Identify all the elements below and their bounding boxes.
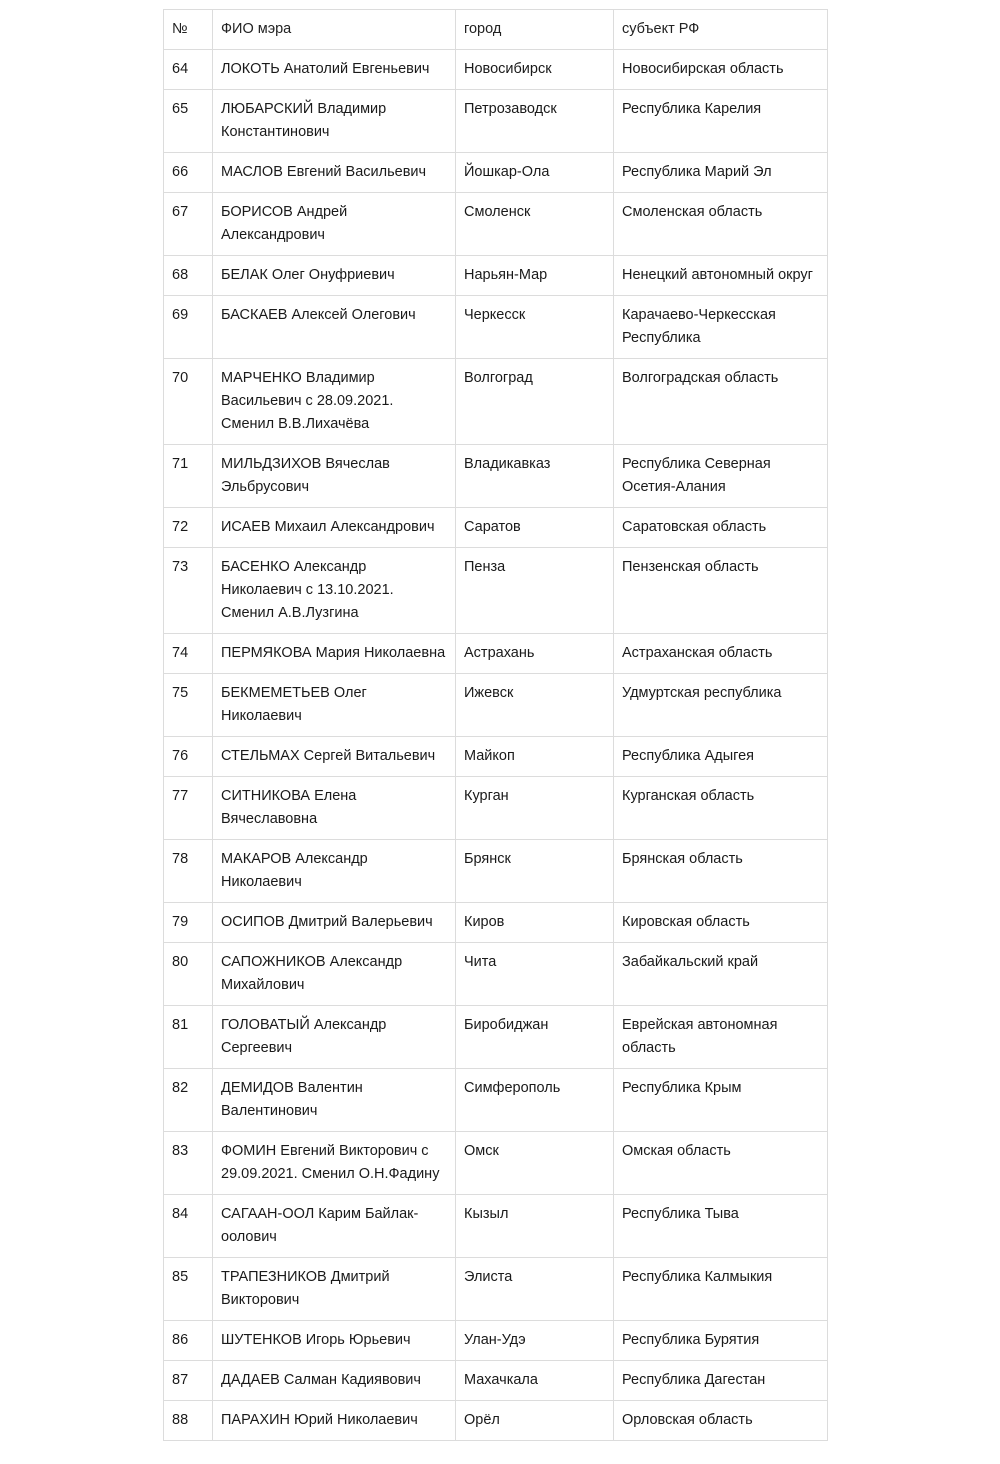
column-header-region: субъект РФ: [614, 10, 828, 50]
cell-mayor-name: ПАРАХИН Юрий Николаевич: [213, 1401, 456, 1441]
cell-mayor-name: БАСКАЕВ Алексей Олегович: [213, 296, 456, 359]
cell-number: 85: [164, 1258, 213, 1321]
cell-city: Саратов: [456, 508, 614, 548]
cell-city: Киров: [456, 903, 614, 943]
cell-mayor-name: ДАДАЕВ Салман Кадиявович: [213, 1361, 456, 1401]
cell-number: 74: [164, 634, 213, 674]
cell-city: Симферополь: [456, 1069, 614, 1132]
cell-mayor-name: САПОЖНИКОВ Александр Михайлович: [213, 943, 456, 1006]
cell-mayor-name: ОСИПОВ Дмитрий Валерьевич: [213, 903, 456, 943]
table-row: [164, 50, 828, 90]
cell-city: Ижевск: [456, 674, 614, 737]
cell-number: 65: [164, 90, 213, 153]
cell-region: Республика Калмыкия: [614, 1258, 828, 1321]
cell-region: Республика Тыва: [614, 1195, 828, 1258]
cell-number: 75: [164, 674, 213, 737]
cell-city: Астрахань: [456, 634, 614, 674]
cell-region: Брянская область: [614, 840, 828, 903]
table-row: [164, 674, 828, 737]
cell-city: Новосибирск: [456, 50, 614, 90]
cell-city: Петрозаводск: [456, 90, 614, 153]
cell-mayor-name: ЛОКОТЬ Анатолий Евгеньевич: [213, 50, 456, 90]
table-row: [164, 90, 828, 153]
table-row: [164, 1321, 828, 1361]
cell-mayor-name: ИСАЕВ Михаил Александрович: [213, 508, 456, 548]
table-row: [164, 840, 828, 903]
cell-region: Республика Крым: [614, 1069, 828, 1132]
cell-mayor-name: САГААН-ООЛ Карим Байлак-оолович: [213, 1195, 456, 1258]
cell-mayor-name: МАСЛОВ Евгений Васильевич: [213, 153, 456, 193]
cell-city: Биробиджан: [456, 1006, 614, 1069]
table-row: [164, 943, 828, 1006]
table-row: [164, 256, 828, 296]
cell-mayor-name: БЕЛАК Олег Онуфриевич: [213, 256, 456, 296]
cell-city: Элиста: [456, 1258, 614, 1321]
table-row: [164, 296, 828, 359]
cell-number: 67: [164, 193, 213, 256]
table-row: [164, 737, 828, 777]
cell-city: Нарьян-Мар: [456, 256, 614, 296]
cell-city: Смоленск: [456, 193, 614, 256]
table-row: [164, 153, 828, 193]
table-body: [164, 50, 828, 1441]
cell-number: 88: [164, 1401, 213, 1441]
cell-region: Ненецкий автономный округ: [614, 256, 828, 296]
cell-region: Республика Марий Эл: [614, 153, 828, 193]
mayors-table: [163, 9, 828, 1441]
cell-number: 86: [164, 1321, 213, 1361]
cell-number: 68: [164, 256, 213, 296]
cell-mayor-name: МИЛЬДЗИХОВ Вячеслав Эльбрусович: [213, 445, 456, 508]
column-header-mayor-name: ФИО мэра: [213, 10, 456, 50]
cell-mayor-name: ТРАПЕЗНИКОВ Дмитрий Викторович: [213, 1258, 456, 1321]
cell-region: Карачаево-Черкесская Республика: [614, 296, 828, 359]
table-row: [164, 903, 828, 943]
cell-mayor-name: ЛЮБАРСКИЙ Владимир Константинович: [213, 90, 456, 153]
table-row: [164, 777, 828, 840]
cell-mayor-name: БАСЕНКО Александр Николаевич с 13.10.2021. Сменил А.В.Лузгина: [213, 548, 456, 634]
cell-city: Владикавказ: [456, 445, 614, 508]
cell-number: 80: [164, 943, 213, 1006]
table-row: [164, 193, 828, 256]
cell-mayor-name: ФОМИН Евгений Викторович с 29.09.2021. Сменил О.Н.Фадину: [213, 1132, 456, 1195]
cell-region: Республика Адыгея: [614, 737, 828, 777]
cell-number: 84: [164, 1195, 213, 1258]
cell-region: Пензенская область: [614, 548, 828, 634]
table-row: [164, 508, 828, 548]
cell-region: Орловская область: [614, 1401, 828, 1441]
cell-region: Омская область: [614, 1132, 828, 1195]
cell-mayor-name: ШУТЕНКОВ Игорь Юрьевич: [213, 1321, 456, 1361]
table-row: [164, 1069, 828, 1132]
cell-mayor-name: ГОЛОВАТЫЙ Александр Сергеевич: [213, 1006, 456, 1069]
table-row: [164, 1006, 828, 1069]
cell-number: 64: [164, 50, 213, 90]
cell-region: Кировская область: [614, 903, 828, 943]
cell-mayor-name: ДЕМИДОВ Валентин Валентинович: [213, 1069, 456, 1132]
column-header-number: №: [164, 10, 213, 50]
table-row: [164, 445, 828, 508]
cell-mayor-name: БЕКМЕМЕТЬЕВ Олег Николаевич: [213, 674, 456, 737]
cell-number: 71: [164, 445, 213, 508]
cell-mayor-name: МАРЧЕНКО Владимир Васильевич с 28.09.2021. Сменил В.В.Лихачёва: [213, 359, 456, 445]
table-row: [164, 359, 828, 445]
cell-number: 82: [164, 1069, 213, 1132]
cell-number: 73: [164, 548, 213, 634]
table-header: [164, 10, 828, 50]
cell-city: Чита: [456, 943, 614, 1006]
column-header-city: город: [456, 10, 614, 50]
cell-region: Республика Дагестан: [614, 1361, 828, 1401]
cell-region: Удмуртская республика: [614, 674, 828, 737]
table-row: [164, 1132, 828, 1195]
table-row: [164, 634, 828, 674]
cell-region: Астраханская область: [614, 634, 828, 674]
header-row: [164, 10, 828, 50]
cell-mayor-name: ПЕРМЯКОВА Мария Николаевна: [213, 634, 456, 674]
cell-city: Улан-Удэ: [456, 1321, 614, 1361]
cell-city: Курган: [456, 777, 614, 840]
cell-number: 66: [164, 153, 213, 193]
table-row: [164, 1258, 828, 1321]
cell-number: 77: [164, 777, 213, 840]
cell-number: 69: [164, 296, 213, 359]
cell-city: Брянск: [456, 840, 614, 903]
cell-region: Забайкальский край: [614, 943, 828, 1006]
cell-region: Республика Северная Осетия-Алания: [614, 445, 828, 508]
cell-number: 78: [164, 840, 213, 903]
cell-region: Республика Карелия: [614, 90, 828, 153]
cell-city: Орёл: [456, 1401, 614, 1441]
table-row: [164, 1401, 828, 1441]
cell-city: Йошкар-Ола: [456, 153, 614, 193]
cell-region: Саратовская область: [614, 508, 828, 548]
cell-region: Смоленская область: [614, 193, 828, 256]
cell-mayor-name: СИТНИКОВА Елена Вячеславовна: [213, 777, 456, 840]
cell-region: Волгоградская область: [614, 359, 828, 445]
cell-city: Волгоград: [456, 359, 614, 445]
table-row: [164, 1195, 828, 1258]
cell-number: 72: [164, 508, 213, 548]
cell-number: 76: [164, 737, 213, 777]
cell-mayor-name: БОРИСОВ Андрей Александрович: [213, 193, 456, 256]
table-row: [164, 548, 828, 634]
cell-city: Пенза: [456, 548, 614, 634]
cell-city: Майкоп: [456, 737, 614, 777]
cell-region: Еврейская автономная область: [614, 1006, 828, 1069]
cell-city: Махачкала: [456, 1361, 614, 1401]
cell-region: Новосибирская область: [614, 50, 828, 90]
cell-number: 87: [164, 1361, 213, 1401]
cell-mayor-name: СТЕЛЬМАХ Сергей Витальевич: [213, 737, 456, 777]
mayors-table-container: [163, 9, 827, 1441]
cell-city: Черкесск: [456, 296, 614, 359]
cell-city: Омск: [456, 1132, 614, 1195]
cell-number: 79: [164, 903, 213, 943]
cell-number: 70: [164, 359, 213, 445]
cell-region: Республика Бурятия: [614, 1321, 828, 1361]
cell-region: Курганская область: [614, 777, 828, 840]
table-row: [164, 1361, 828, 1401]
cell-city: Кызыл: [456, 1195, 614, 1258]
cell-number: 81: [164, 1006, 213, 1069]
cell-mayor-name: МАКАРОВ Александр Николаевич: [213, 840, 456, 903]
cell-number: 83: [164, 1132, 213, 1195]
